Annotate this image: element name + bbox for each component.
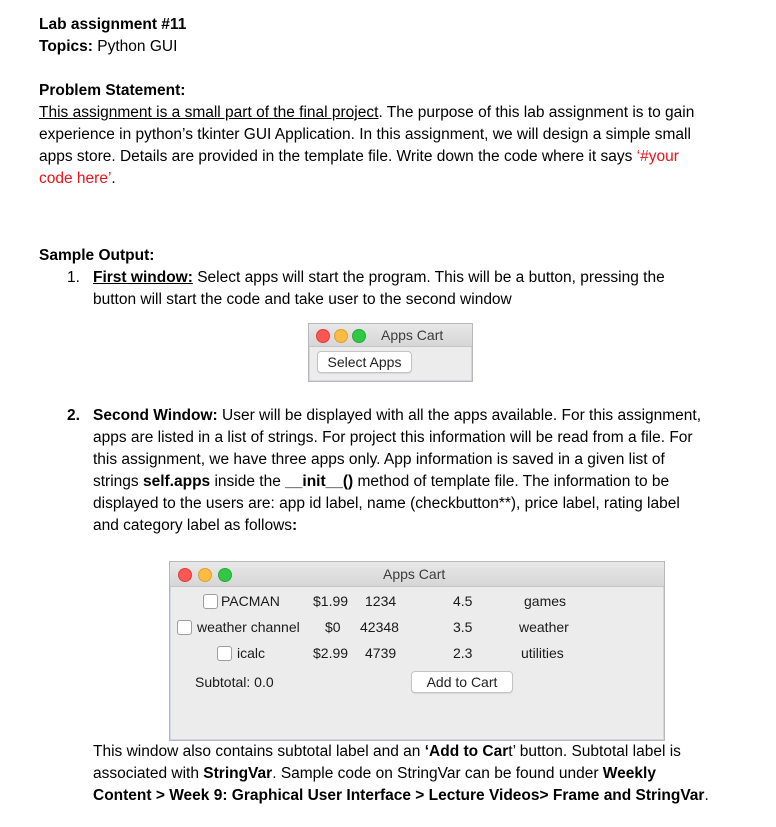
app-id: 42348 [360,619,399,635]
item-2-line-5: displayed to the users are: app id label, name (checkbutton**), price label, rating label [93,495,680,512]
zoom-dot-icon[interactable] [218,568,232,582]
subtotal-label: Subtotal: 0.0 [195,674,274,690]
app-id: 4739 [365,645,397,661]
problem-underlined: This assignment is a small part of the final project [39,104,379,121]
list-item-1 [39,267,749,311]
app-category: utilities [521,645,564,661]
app-name[interactable]: weather channel [197,619,300,635]
problem-line-2: experience in python’s tkinter GUI Application. In this assignment, we will design a simple small [39,126,691,143]
item-1-label: First window: [93,269,193,286]
problem-heading: Problem Statement: [39,82,186,99]
footer-line-2a: associated with [93,765,204,782]
footer-weekly: Weekly [602,765,656,782]
document-body-3 [39,741,749,807]
footer-line-2b: . Sample code on StringVar can be found under [272,765,603,782]
window-1-titlebar[interactable] [309,324,472,347]
self-apps-term: self.apps [142,473,211,490]
add-to-cart-button[interactable]: Add to Cart [411,671,513,693]
item-2-line-6 [93,515,749,537]
app-category: games [524,593,567,609]
footer-line-1b: t’ button. Subtotal label is [508,743,681,760]
footer-paragraph [39,741,749,807]
window-2-titlebar[interactable] [170,562,664,587]
problem-rest-1: . The purpose of this lab assignment is to gain [378,104,695,121]
window-2-title: Apps Cart [383,566,446,582]
sample-heading: Sample Output: [39,247,155,264]
lab-title: Lab assignment #11 [39,16,187,33]
apps-cart-window-2 [169,561,665,741]
topics-label: Topics: [39,38,93,55]
problem-period: . [111,170,116,187]
item-2-line-4 [93,471,749,493]
app-checkbox[interactable] [203,594,218,609]
window-1-title: Apps Cart [381,327,444,343]
item-2-line-1: User will be displayed with all the apps available. For this assignment, [217,407,702,424]
item-1-line-2: button will start the code and take user to the second window [93,291,512,308]
list-item-2 [39,405,749,537]
footer-add-to-cart: ‘Add to Car [424,743,509,760]
item-2-line-4c: method of template file. The information to be [353,473,670,490]
select-apps-button[interactable]: Select Apps [317,351,412,373]
app-rating: 4.5 [453,593,473,609]
problem-line-3-text: apps store. Details are provided in the template file. Write down the code where it says [39,148,637,165]
footer-period: . [704,787,709,804]
footer-stringvar: StringVar [203,765,273,782]
init-term: __init__() [285,473,354,490]
close-dot-icon[interactable] [178,568,192,582]
apps-cart-window-1 [308,323,473,382]
item-1-line-1: Select apps will start the program. This will be a button, pressing the [192,269,665,286]
app-checkbox[interactable] [177,620,192,635]
app-name[interactable]: icalc [237,645,266,661]
item-2-line-4b: inside the [210,473,286,490]
item-2-line-3: this assignment, we have three apps only. App information is saved in a given list of [93,451,665,468]
problem-line-3 [39,146,749,168]
zoom-dot-icon[interactable] [352,329,366,343]
your-code-1: ‘#your [636,148,679,165]
app-rating: 2.3 [453,645,473,661]
your-code-2: code here’ [39,170,112,187]
item-2-label: Second Window: [93,407,218,424]
app-price: $2.99 [313,645,349,661]
item-2-line-2: apps are listed in a list of strings. For project this information will be read from a file. For [93,429,693,446]
item-2-colon: : [292,517,298,534]
topics-line [39,36,749,58]
topics-value: Python GUI [92,38,178,55]
app-checkbox[interactable] [217,646,232,661]
item-1-number: 1. [67,269,80,286]
app-price: $0 [325,619,341,635]
app-rating: 3.5 [453,619,473,635]
problem-line-4 [39,168,749,190]
item-2-line-6a: and category label as follows [93,517,293,534]
footer-line-3: Content > Week 9: Graphical User Interface > Lecture Videos> Frame and StringVar [93,787,705,804]
document-body-2 [39,405,749,537]
item-2-line-4a: strings [93,473,143,490]
footer-line-1a: This window also contains subtotal label and an [93,743,425,760]
app-id: 1234 [365,593,397,609]
item-2-number: 2. [67,407,80,424]
minimize-dot-icon[interactable] [198,568,212,582]
minimize-dot-icon[interactable] [334,329,348,343]
close-dot-icon[interactable] [316,329,330,343]
document-body [39,14,749,311]
problem-line-1 [39,102,749,124]
app-category: weather [519,619,569,635]
app-name[interactable]: PACMAN [221,593,280,609]
app-price: $1.99 [313,593,349,609]
